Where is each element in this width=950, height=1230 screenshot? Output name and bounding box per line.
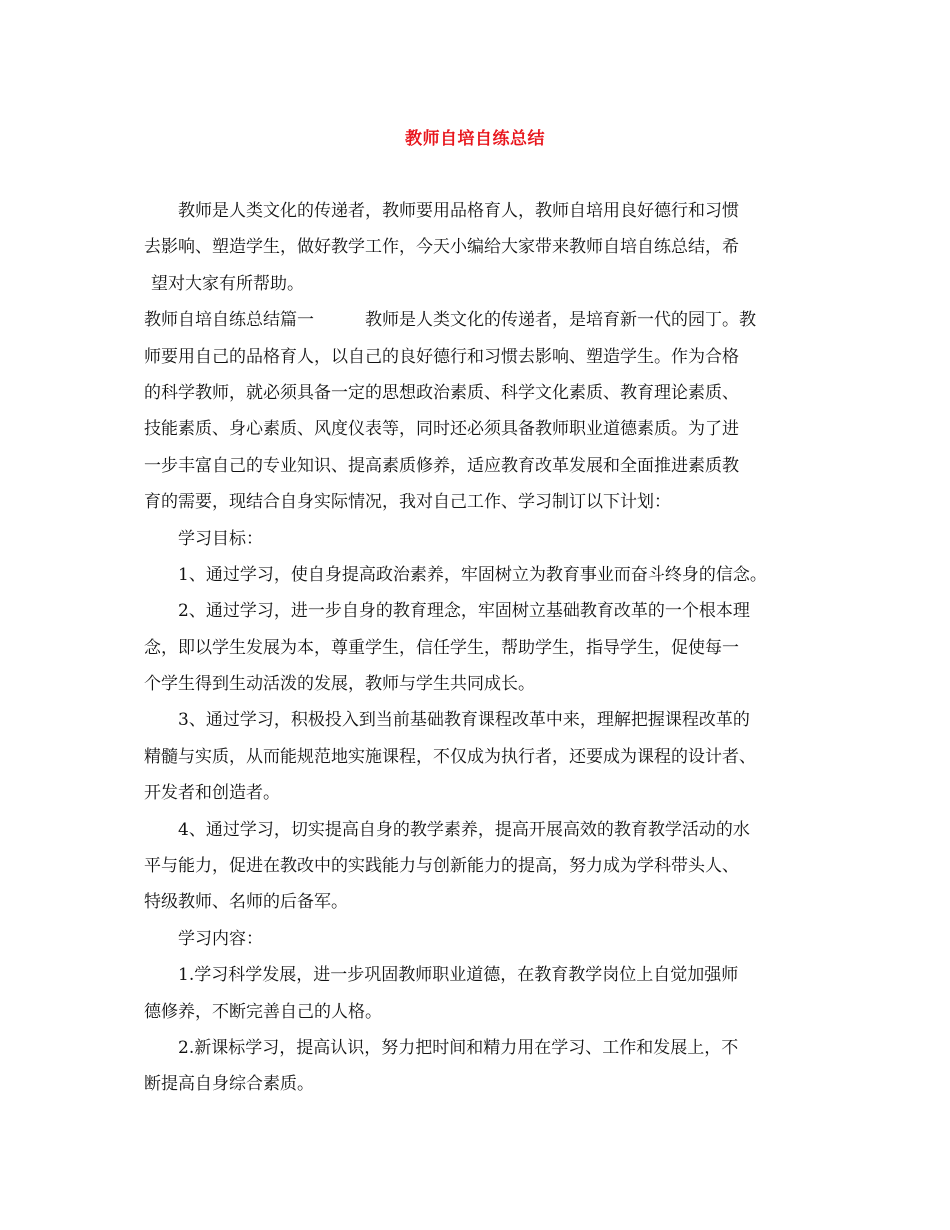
paragraph-line: 的科学教师，就必须具备一定的思想政治素质、科学文化素质、教育理论素质、 xyxy=(144,382,739,403)
paragraph-line: 一步丰富自己的专业知识、提高素质修养，适应教育改革发展和全面推进素质教 xyxy=(144,455,739,476)
paragraph-line: 教师是人类文化的传递者，教师要用品格育人，教师自培用良好德行和习惯 xyxy=(178,201,739,221)
paragraph-line: 师要用自己的品格育人，以自己的良好德行和习惯去影响、塑造学生。作为合格 xyxy=(144,346,739,367)
paragraph-line: 育的需要，现结合自身实际情况，我对自己工作、学习制订以下计划： xyxy=(144,492,671,513)
document-body xyxy=(144,193,814,1103)
paragraph-line: 1.学习科学发展，进一步巩固教师职业道德，在教育教学岗位上自觉加强师 xyxy=(178,965,739,986)
paragraph-line: 平与能力，促进在教改中的实践能力与创新能力的提高，努力成为学科带头人、 xyxy=(144,856,739,877)
paragraph-line: 断提高自身综合素质。 xyxy=(144,1074,314,1095)
paragraph-line: 技能素质、身心素质、风度仪表等，同时还必须具备教师职业道德素质。为了进 xyxy=(144,419,739,440)
paragraph-line: 念，即以学生发展为本，尊重学生，信任学生，帮助学生，指导学生，促使每一 xyxy=(144,637,739,658)
section-heading: 学习目标： xyxy=(178,528,263,549)
paragraph-line: 2.新课标学习，提高认识，努力把时间和精力用在学习、工作和发展上，不 xyxy=(178,1037,739,1058)
paragraph-line: 去影响、塑造学生，做好教学工作，今天小编给大家带来教师自培自练总结，希 xyxy=(144,237,739,258)
paragraph-line: 望对大家有所帮助。 xyxy=(151,273,304,294)
section-heading: 学习内容： xyxy=(178,928,263,949)
paragraph-line: 4、通过学习，切实提高自身的教学素养，提高开展高效的教育教学活动的水 xyxy=(178,819,750,840)
paragraph-line: 2、通过学习，进一步自身的教育理念，牢固树立基础教育改革的一个根本理 xyxy=(178,601,750,622)
document-title: 教师自培自练总结 xyxy=(405,129,545,149)
paragraph-line: 开发者和创造者。 xyxy=(144,783,280,804)
paragraph-line: 特级教师、名师的后备军。 xyxy=(144,892,348,913)
paragraph-line: 教师自培自练总结篇一 教师是人类文化的传递者，是培育新一代的园丁。教 xyxy=(144,310,756,331)
paragraph-line: 个学生得到生动活泼的发展，教师与学生共同成长。 xyxy=(144,674,535,695)
paragraph-line: 3、通过学习，积极投入到当前基础教育课程改革中来，理解把握课程改革的 xyxy=(178,710,750,731)
paragraph-line: 1、通过学习，使自身提高政治素养，牢固树立为教育事业而奋斗终身的信念。 xyxy=(178,564,767,585)
paragraph-line: 德修养，不断完善自己的人格。 xyxy=(144,1001,382,1022)
paragraph-line: 精髓与实质，从而能规范地实施课程，不仅成为执行者，还要成为课程的设计者、 xyxy=(144,746,756,767)
